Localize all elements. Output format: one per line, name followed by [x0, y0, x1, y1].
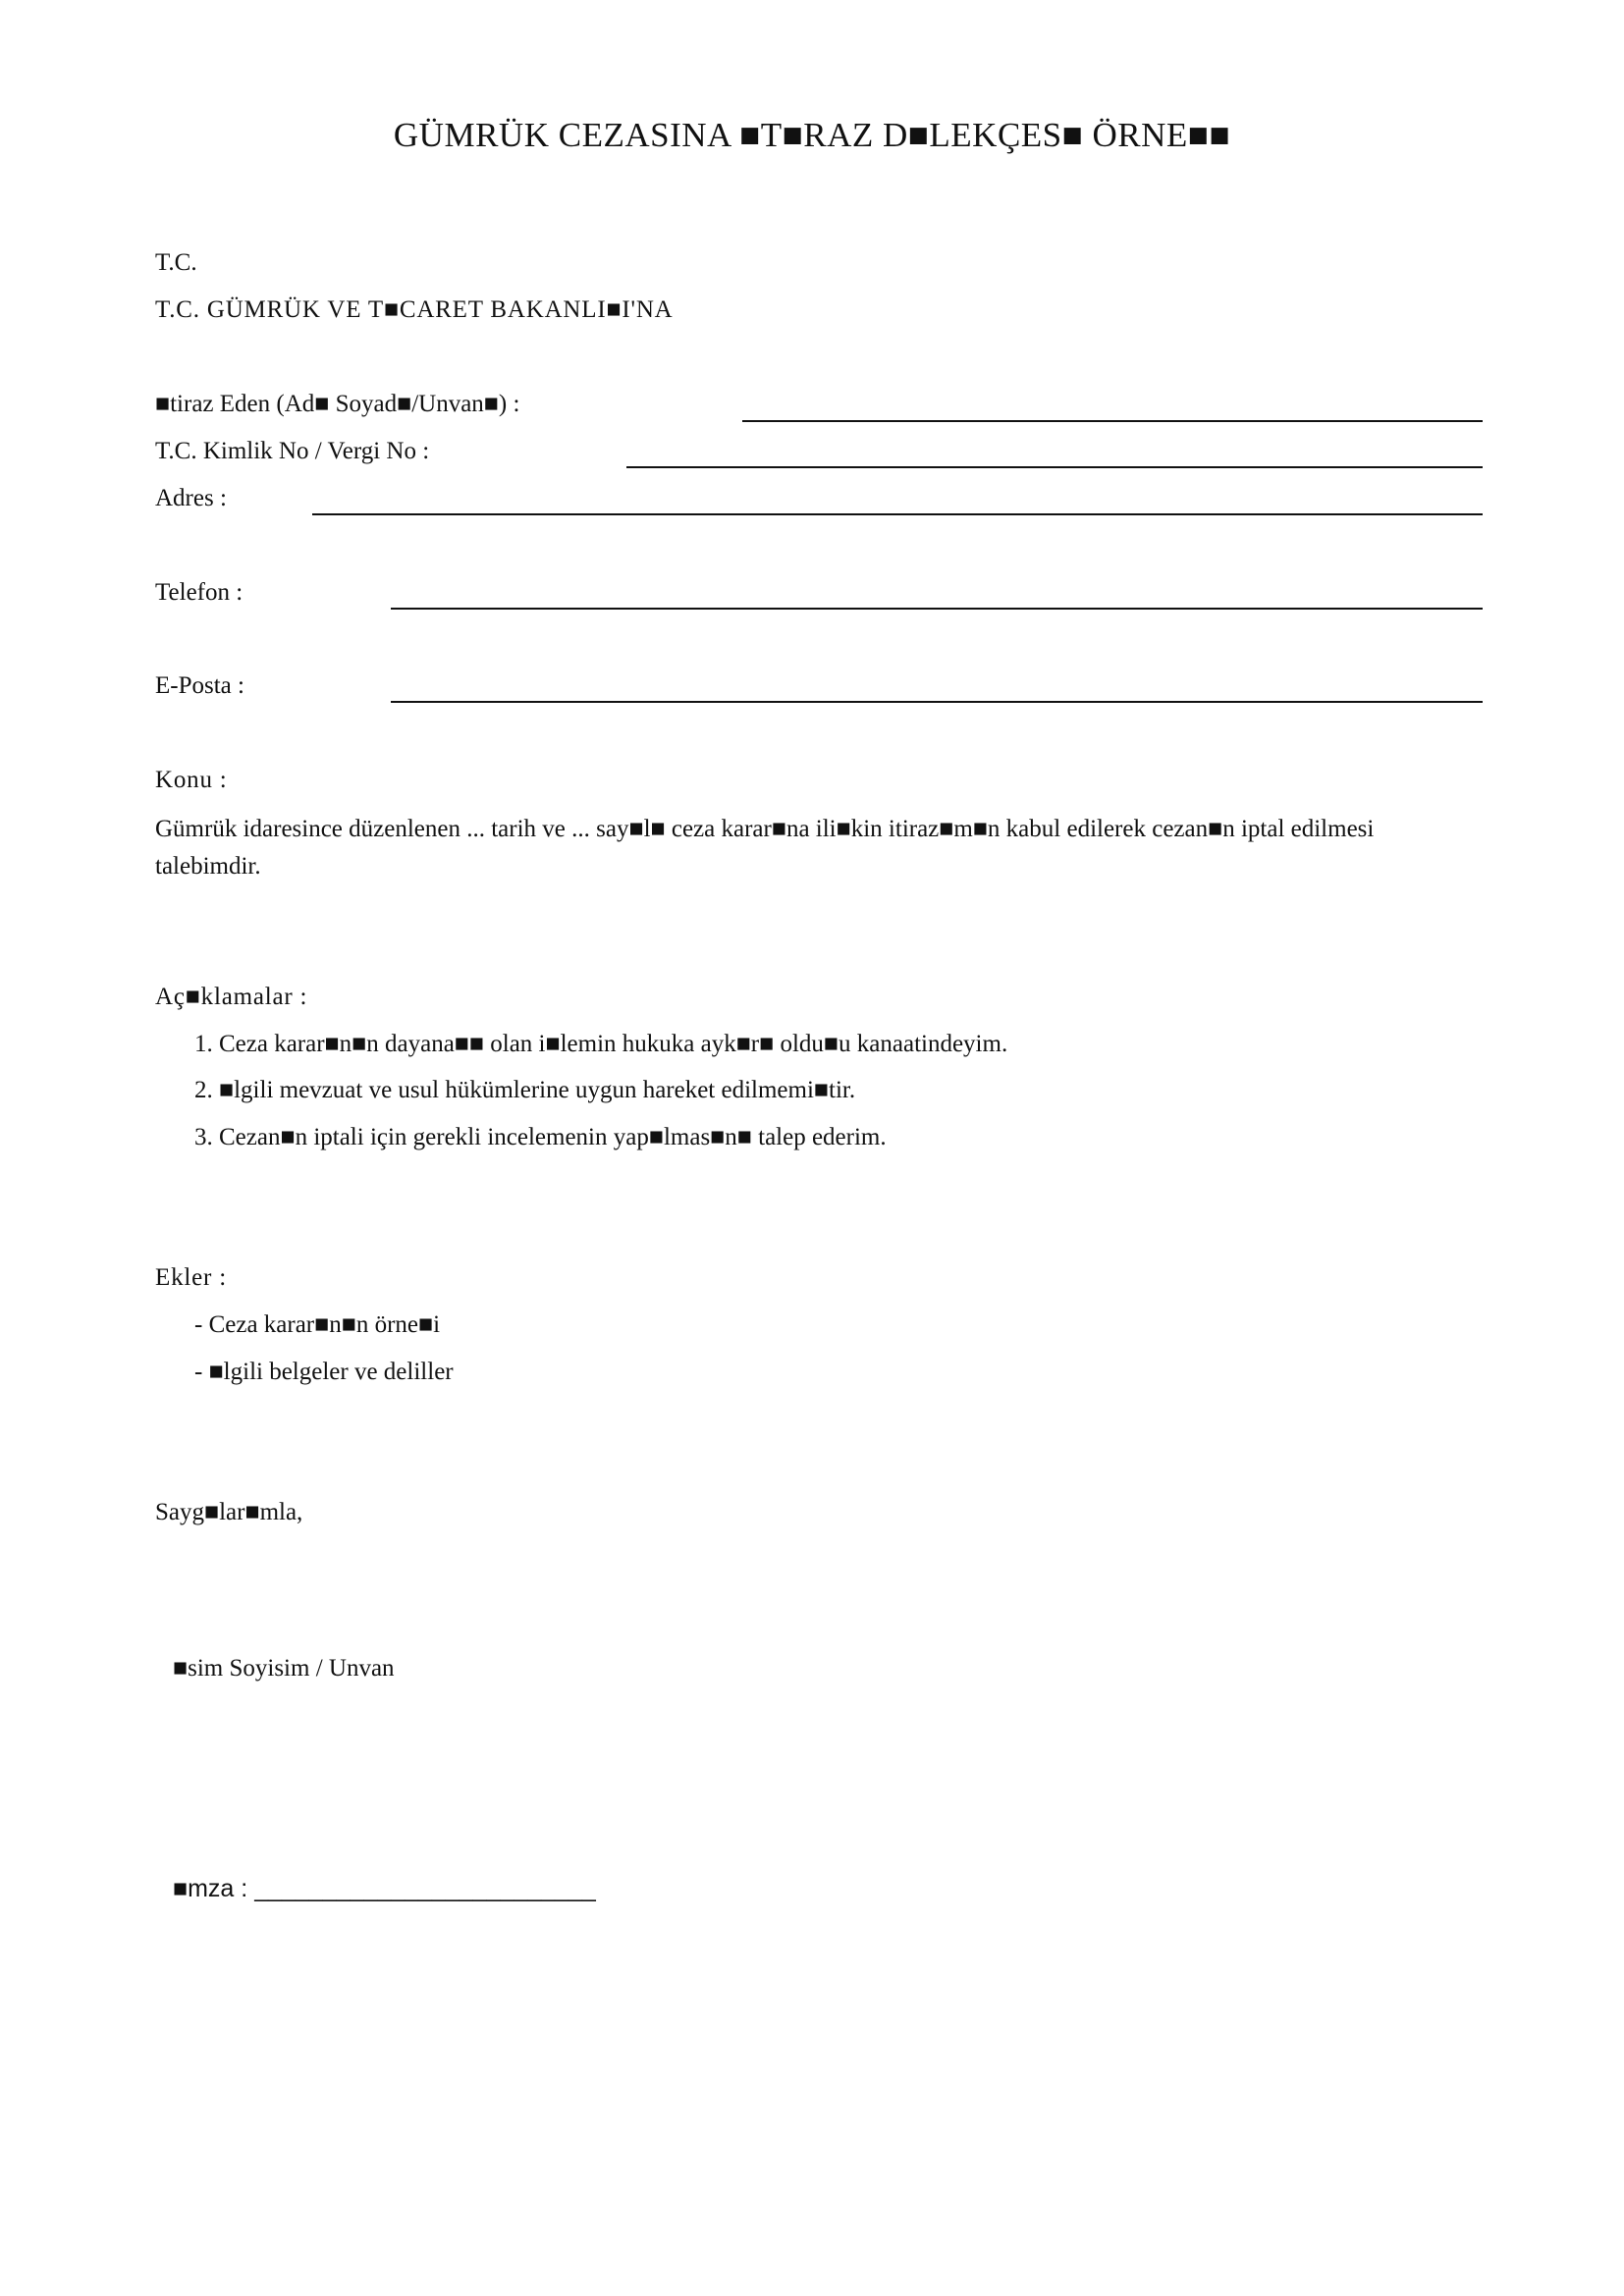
id-number-label: T.C. Kimlik No / Vergi No :	[155, 438, 430, 464]
signature-line: _________________________	[254, 1875, 596, 1902]
signature-field	[173, 1875, 596, 1903]
subject-heading: Konu :	[155, 767, 228, 793]
address-label: Adres :	[155, 485, 227, 511]
explanation-item: 3. Cezan■n iptali için gerekli incelemenin yap■lmas■n■ talep ederim.	[194, 1124, 887, 1150]
id-number-line	[626, 466, 1483, 468]
objector-name-line	[742, 420, 1483, 422]
recipient-line-1: T.C.	[155, 249, 197, 276]
document-title: GÜMRÜK CEZASINA ■T■RAZ D■LEKÇES■ ÖRNE■■	[393, 116, 1231, 154]
address-line	[312, 513, 1483, 515]
explanation-item: 2. ■lgili mevzuat ve usul hükümlerine uygun hareket edilmemi■tir.	[194, 1077, 856, 1103]
attachment-item: - ■lgili belgeler ve deliller	[194, 1359, 454, 1385]
closing-text: Sayg■lar■mla,	[155, 1499, 303, 1525]
signature-label: ■mza :	[173, 1875, 248, 1902]
phone-line	[391, 608, 1483, 610]
explanation-item: 1. Ceza karar■n■n dayana■■ olan i■lemin hukuka ayk■r■ oldu■u kanaatindeyim.	[194, 1031, 1008, 1057]
objector-name-label: ■tiraz Eden (Ad■ Soyad■/Unvan■) :	[155, 391, 520, 417]
recipient-line-2: T.C. GÜMRÜK VE T■CARET BAKANLI■I'NA	[155, 296, 674, 323]
email-label: E-Posta :	[155, 672, 244, 699]
attachment-item: - Ceza karar■n■n örne■i	[194, 1311, 441, 1338]
email-line	[391, 701, 1483, 703]
phone-label: Telefon :	[155, 579, 244, 606]
subject-text: Gümrük idaresince düzenlenen ... tarih ve ... say■l■ ceza karar■na ili■kin itiraz■m■n kabul edilerek cezan■n iptal edilmesi talebimdir.	[155, 816, 1375, 880]
attachments-heading: Ekler :	[155, 1264, 227, 1291]
explanations-heading: Aç■klamalar :	[155, 984, 308, 1010]
name-title-label: ■sim Soyisim / Unvan	[173, 1655, 395, 1682]
